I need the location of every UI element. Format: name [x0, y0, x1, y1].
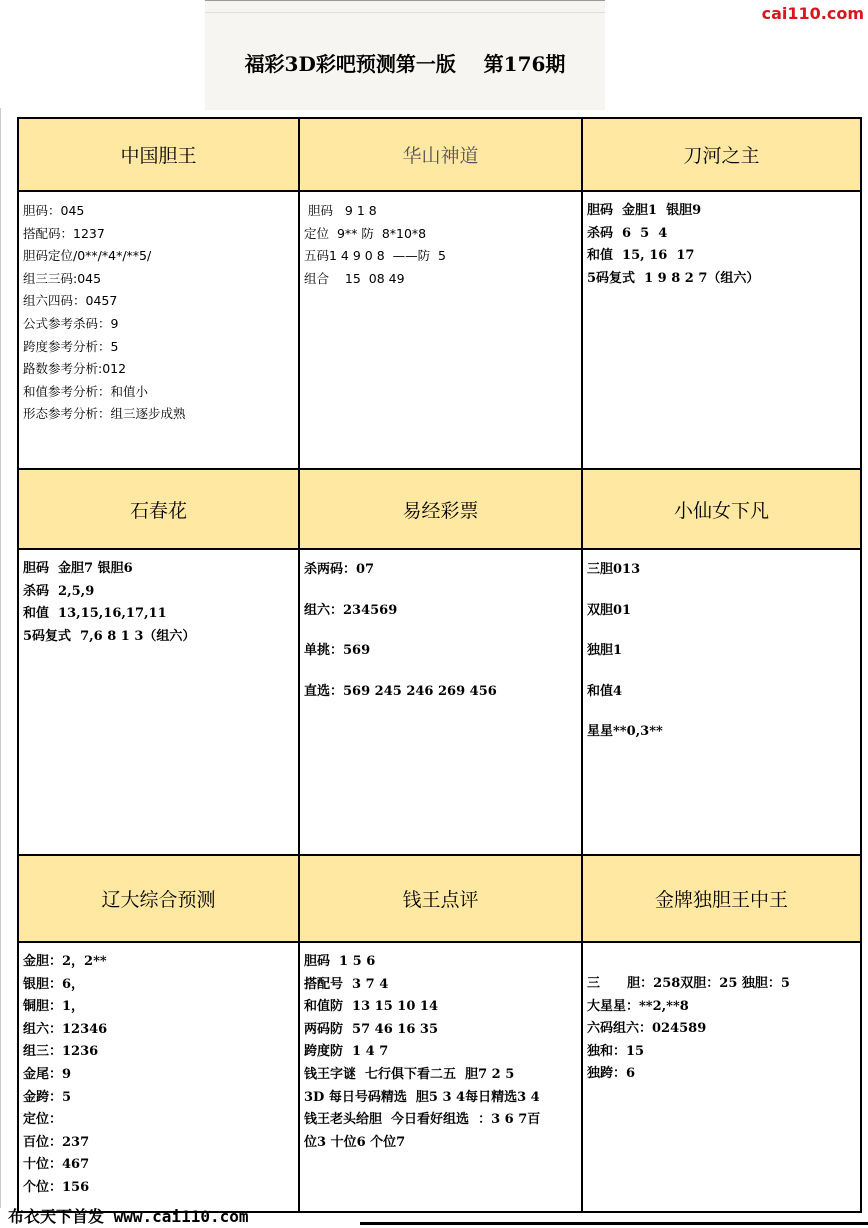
list-item: 两码防 57 46 16 35: [304, 1021, 438, 1037]
cell-daohe-zhizhu: [582, 191, 861, 469]
list-item: 3D 每日号码精选 胆5 3 4每日精选3 4: [304, 1089, 540, 1105]
watermark-bottom: 布衣天下首发 www.cai110.com: [8, 1207, 249, 1226]
list-item: 跨度参考分析：5: [23, 338, 119, 354]
cell-liaoda-zonghe: [18, 942, 299, 1212]
list-item: 和值参考分析：和值小: [23, 383, 149, 399]
list-item: 三胆013: [587, 562, 641, 577]
list-item: 三 胆：258双胆：25 独胆：5: [587, 976, 790, 991]
title-second-rule: [205, 12, 605, 13]
list-item: 胆码定位/0**/*4*/**5/: [23, 248, 152, 264]
list-item: 单挑：569: [304, 643, 371, 658]
page-title: 福彩3D彩吧预测第一版 第176期: [244, 52, 566, 76]
title-top-rule: [205, 0, 605, 1]
list-item: 组六：234569: [304, 602, 398, 618]
list-item: 百位：237: [23, 1134, 90, 1150]
list-item: 组六：12346: [23, 1021, 108, 1037]
cell-huashan-shendao: [299, 191, 582, 469]
header-zhongguo-danwang: 中国胆王: [18, 118, 299, 191]
list-item: 大星星：**2,**8: [587, 998, 689, 1014]
watermark-top: cai110.com: [761, 4, 864, 23]
list-item: 组三三码:045: [23, 270, 102, 286]
list-item: 金跨：5: [23, 1089, 72, 1105]
list-item: 直选：569 245 246 269 456: [304, 683, 497, 699]
list-item: 杀两码：07: [304, 562, 375, 577]
list-item: 银胆：6，: [23, 976, 85, 992]
list-item: 金胆：2，2**: [23, 954, 107, 969]
list-item: 和值4: [587, 683, 623, 699]
header-daohe-zhizhu: 刀河之主: [582, 118, 861, 191]
header-row-3: [18, 855, 861, 942]
header-yijing-caipiao: 易经彩票: [299, 469, 582, 549]
left-rule: [0, 108, 1, 1208]
list-item: 双胆01: [587, 602, 632, 618]
list-item: 五码1 4 9 0 8 ——防 5: [304, 248, 447, 264]
list-item: 形态参考分析：组三逐步成熟: [23, 406, 186, 422]
cell-yijing-caipiao: [299, 549, 582, 855]
footer-rule: [360, 1222, 868, 1225]
list-item: 个位：156: [23, 1179, 90, 1195]
list-item: 胆码 金胆1 银胆9: [587, 203, 702, 218]
header-huashan-shendao: 华山神道: [299, 118, 582, 191]
cell-shi-chunhua: [18, 549, 299, 855]
list-item: 胆码 1 5 6: [304, 954, 376, 969]
cell-xiaoxiannv-xiafan: [582, 549, 861, 855]
list-item: 公式参考杀码：9: [23, 315, 119, 331]
list-item: 搭配号 3 7 4: [304, 976, 389, 992]
header-row-2: [18, 469, 861, 549]
cell-qianwang-dianping: [299, 942, 582, 1212]
list-item: 杀码 6 5 4: [587, 225, 668, 241]
list-item: 定位 9** 防 8*10*8: [304, 225, 427, 241]
header-qianwang-dianping: 钱王点评: [299, 855, 582, 942]
list-item: 和值 15, 16 17: [587, 248, 695, 264]
body-row-3: [18, 942, 861, 1212]
body-row-2: [18, 549, 861, 855]
list-item: 组合 15 08 49: [304, 270, 405, 286]
list-item: 胆码：045: [23, 203, 85, 218]
list-item: 钱王字谜 七行俱下看二五 胆7 2 5: [304, 1066, 515, 1082]
list-item: 和值防 13 15 10 14: [304, 999, 438, 1015]
list-item: 铜胆：1，: [23, 999, 85, 1015]
list-item: 十位：467: [23, 1157, 90, 1173]
cell-jinpai-dudan: [582, 942, 861, 1212]
list-item: 独和：15: [587, 1043, 645, 1059]
header-jinpai-dudan: 金牌独胆王中王: [582, 855, 861, 942]
cell-zhongguo-danwang: [18, 191, 299, 469]
body-row-1: [18, 191, 861, 469]
list-item: 跨度防 1 4 7: [304, 1044, 389, 1060]
header-shi-chunhua: 石春花: [18, 469, 299, 549]
list-item: 六码组六：024589: [587, 1021, 707, 1037]
list-item: 5码复式 7,6 8 1 3（组六）: [23, 628, 196, 644]
list-item: 胆码 金胆7 银胆6: [23, 561, 133, 576]
list-item: 金尾：9: [23, 1066, 72, 1082]
header-xiaoxiannv-xiafan: 小仙女下凡: [582, 469, 861, 549]
list-item: 钱王老头给胆 今日看好组选 ：3 6 7百: [304, 1112, 541, 1128]
list-item: 独跨：6: [587, 1066, 636, 1082]
list-item: 独胆1: [587, 643, 623, 658]
list-item: 星星**0,3**: [587, 724, 663, 739]
list-item: 组六四码：0457: [23, 293, 118, 309]
prediction-grid: [17, 117, 862, 1213]
header-liaoda-zonghe: 辽大综合预测: [18, 855, 299, 942]
header-row-1: [18, 118, 861, 191]
list-item: 杀码 2,5,9: [23, 583, 95, 599]
list-item: 胆码 9 1 8: [304, 203, 377, 218]
list-item: 组三：1236: [23, 1044, 99, 1060]
list-item: 搭配码：1237: [23, 225, 105, 241]
list-item: 和值 13,15,16,17,11: [23, 606, 167, 622]
list-item: 位3 十位6 个位7: [304, 1134, 406, 1150]
list-item: 定位：: [23, 1112, 63, 1128]
list-item: 路数参考分析:012: [23, 361, 127, 377]
list-item: 5码复式 1 9 8 2 7（组六）: [587, 270, 760, 286]
